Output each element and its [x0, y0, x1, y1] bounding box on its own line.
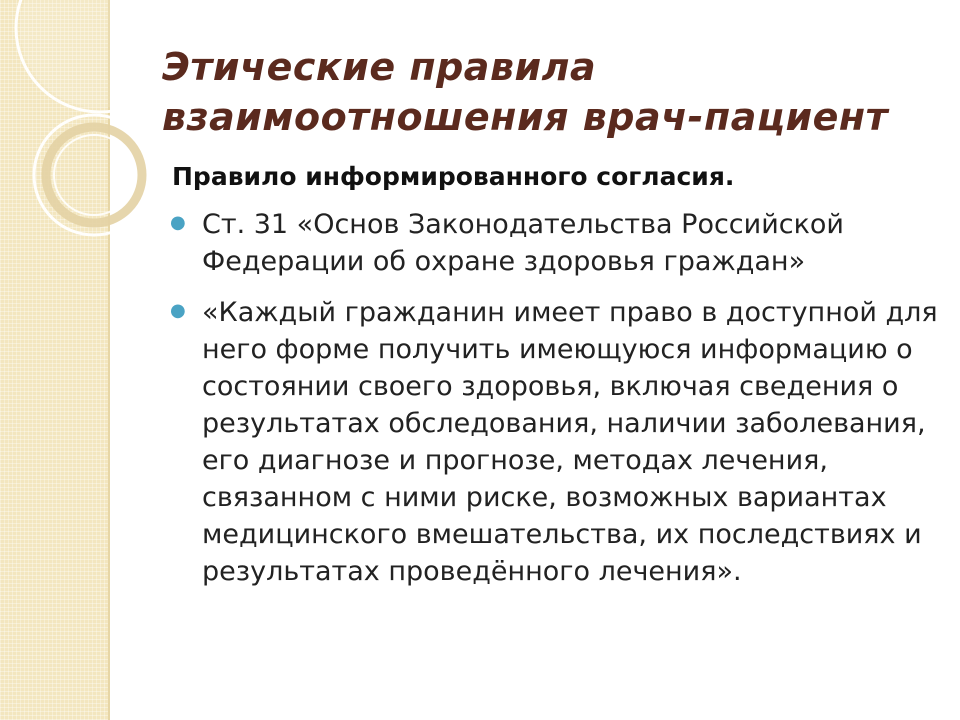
decorative-circles-icon: [0, 0, 160, 260]
bullet-item-quote: [168, 294, 938, 590]
bullet-item-article: [168, 206, 938, 280]
bullet-dot-icon: ●: [170, 212, 186, 233]
slide-title: [162, 42, 942, 142]
slide-title-line-2: взаимоотношения врач-пациент: [162, 95, 889, 139]
bullet-dot-icon: ●: [170, 300, 186, 321]
slide-title-line-1: Этические правила: [162, 45, 597, 89]
bullet-list: [168, 206, 938, 604]
slide-subtitle: Правило информированного согласия.: [172, 162, 735, 191]
bullet-text-quote: «Каждый гражданин имеет право в доступной для него форме получить имеющуюся информацию о состоянии своего здоровья, включая сведения о результатах обследования, наличии заболевания, его диагнозе и прогнозе, методах лечения, связанном с ними риске, возможных вариантах медицинского вмешательства, их последствиях и результатах проведённого лечения».: [202, 297, 938, 587]
bullet-text-article: Ст. 31 «Основ Законодательства Российской Федерации об охране здоровья граждан»: [202, 209, 844, 277]
